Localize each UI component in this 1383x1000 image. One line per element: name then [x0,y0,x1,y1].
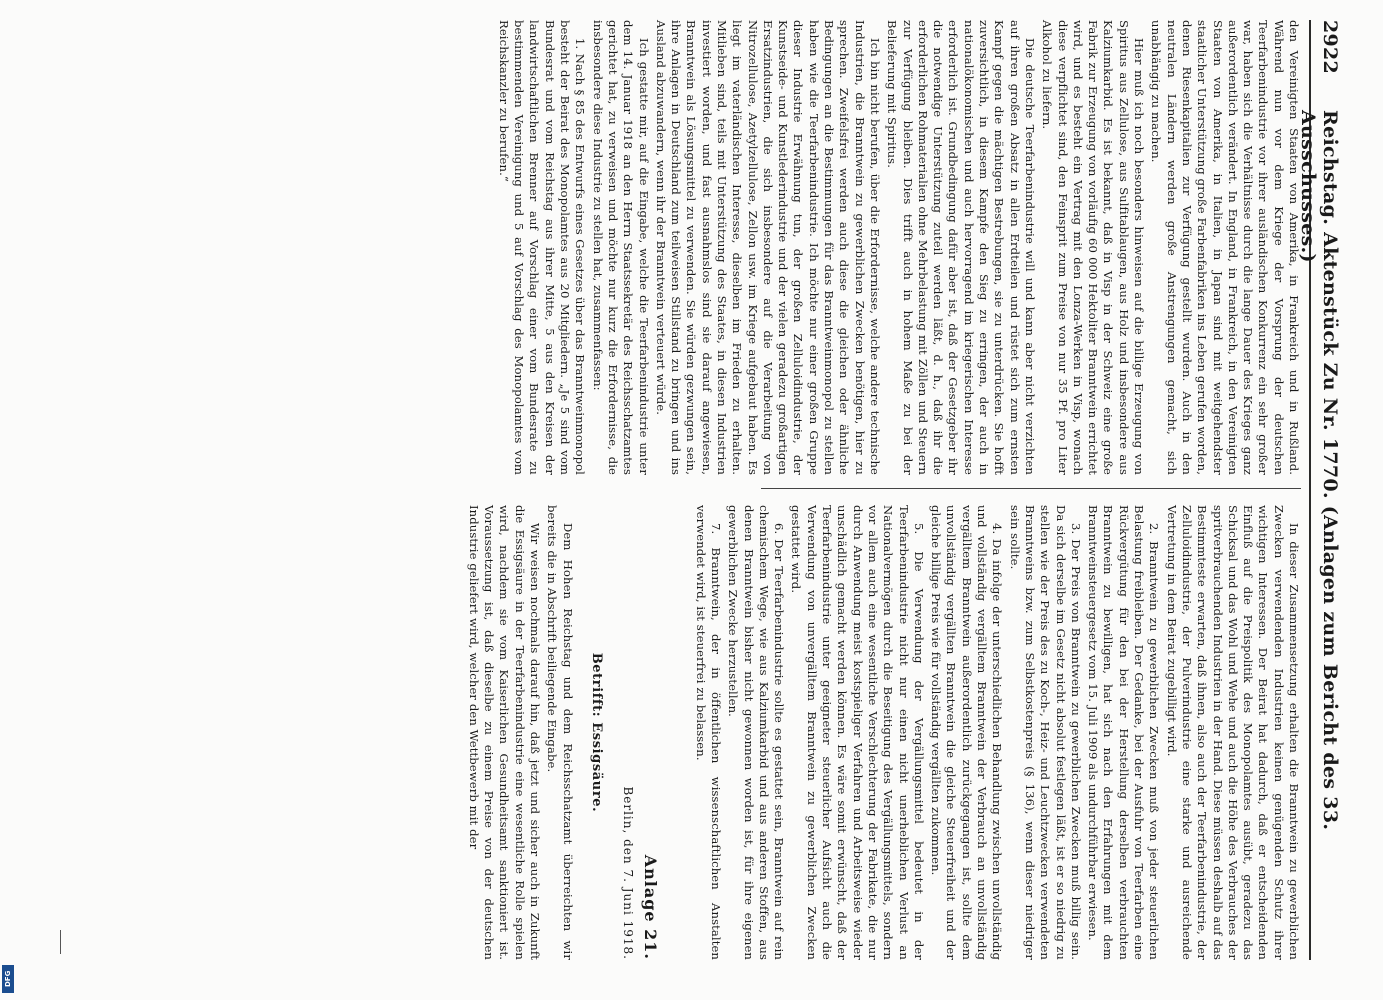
right-paragraph: 3. Der Preis von Branntwein zu gewerblichen Zwecken muß billig sein. Da sich derselbe im Gesetz nicht absolut festlegen läßt, ist er so niedrig zu stellen wie der Preis des zu Koch-, Heiz- und Leuchtzwecken verwendeten Branntweins bzw. zum Selbstkostenpreis (§ 136), wenn dieser niedriger sein sollte. [1007,505,1083,960]
right-paragraph: 2. Branntwein zu gewerblichen Zwecken muß von jeder steuerlichen Belastung freibleiben. Der Gedanke, bei der Ausfuhr von Teerfarben eine Rückvergütung für den bei der Herstellung derselben verbrauchten Branntwein zu bewilligen, hat sich nach den Erfahrungen mit dem Branntweinsteuergesetz vom 15. Juli 1909 als undurchführbar erwiesen. [1086,505,1162,960]
page-number: 2922 [1319,20,1341,75]
annex-title: Anlage 21. [641,854,661,960]
left-paragraph: den Vereinigten Staaten von Amerika, in Frankreich und in Rußland. Während nun vor dem Kriege der Vorsprung der deutschen Teerfarbenindustrie vor ihrer ausländischen Konkurrenz ein sehr großer war, haben sich die Verhältnisse durch die lange Dauer des Krieges ganz außerordentlich verändert. In England, in Frankreich, in den Vereinigten Staaten von Amerika, in Italien, in Japan sind mit weitgehendster staatlicher Unterstützung große Farbenfabriken ins Leben gerufen worden, denen Riesenkapitalien zur Verfügung gestellt wurden. Auch in den neutralen Ländern werden große Anstrengungen gemacht, sich unabhängig zu machen. [1149,20,1301,475]
left-paragraph: Ich bin nicht berufen, über die Erfordernisse, welche andere technische Industrien, die Branntwein zu gewerblichen Zwecken benötigen, hier zu sprechen. Zweifelsfrei werden auch diese die gleichen oder ähnliche Bedingungen an die Bestimmungen für das Branntweinmonopol zu stellen haben wie die Teerfarbenindustrie. Ich möchte nur einer großen Gruppe dieser Industrie Erwähnung tun, der großen Zelluloidindustrie, der Kunstseide- und Kunstlederindustrie und der vielen geradezu großartigen Ersatzindustrien, die sich insbesondere auf die Verarbeitung von Nitrozellulose, Azetylzellulose, Zellon usw. im Kriege aufgebaut haben. Es liegt im vaterländischen Interesse, dieselben im Frieden zu erhalten. Mitlieben sind, teils mit Unterstützung des Staates, in diesen Industrien investiert worden, und fast ausnahmslos sind sie darauf angewiesen, Branntwein als Lösungsmittel zu verwenden. Sie würden gezwungen sein, ihre Anlagen in Deutschland zum teilweisen Stillstand zu bringen und ins Ausland abzuwandern, wenn ihr der Branntwein verteuert würde. [653,20,882,475]
right-paragraph: 7. Branntwein, der in öffentlichen wissenschaftlichen Anstalten verwendet wird, ist steuerfrei zu belassen. [693,505,724,960]
dfg-logo [2,965,14,993]
right-paragraph: 5. Die Verwendung der Vergällungsmittel bedeutet in der Teerfarbenindustrie nicht nur einen nicht unerheblichen Verlust an Nationalvermögen durch die Beseitigung des Vergällungsmittels, sondern vor allem auch eine wesentliche Verschlechterung der Fabrikate, die nur durch Anwendung meist kostspieliger Verfahren und Arbeitsweise wieder unschädlich gemacht werden können. Es wäre somit erwünscht, daß der Teerfarbenindustrie unter geeigneter steuerlicher Aufsicht auch die Verwendung von unvergälltem Branntwein zu gewerblichen Zwecken gestattet wird. [789,505,926,960]
dfg-logo-label: DFG [4,970,12,988]
annex-dateline: Berlin, den 7. Juni 1918. [621,786,636,960]
left-column [45,20,1301,475]
digitization-credit [0,454,2,500]
annex-paragraph: Dem Hohen Reichstag und dem Reichsschatzamt überreichten wir bereits die in Abschrift beiliegende Eingabe. [545,505,575,960]
left-paragraph: Die deutsche Teerfarbenindustrie will und kann aber nicht verzichten auf ihren großen Absatz in allen Erdteilen und rüstet sich zum ernsten Kampf gegen die mächtigen Bestrebungen, sie zu unterdrücken. Sie hofft zuversichtlich, in diesem Kampfe den Sieg zu erringen, der auch in nationalökonomischen und auch hervorragend im kriegerischen Interesse erforderlich ist. Grundbedingung dafür aber ist, daß der Gesetzgeber ihr die notwendige Unterstützung zuteil werden läßt, d. h., daß ihr die erforderlichen Rohmaterialien ohne Mehrbelastung mit Zöllen und Steuern zur Verfügung bleiben. Dies trifft auch in hohem Maße zu bei der Belieferung mit Spiritus. [885,20,1037,475]
annex-paragraph: Wir weisen nochmals darauf hin, daß jetzt und sicher auch in Zukunft die Essigsäure in der Teerfarbenindustrie eine wesentliche Rolle spielen wird, nachdem sie vom Kaiserlichen Gesundheitsamt sanktioniert ist. Voraussetzung ist, daß dieselbe zu einem Preise von der deutschen Industrie geliefert wird, welcher den Wettbewerb mit der [466,505,542,960]
right-column [45,505,1301,960]
left-paragraph: 1. Nach § 85 des Entwurfs eines Gesetzes über das Branntweinmonopol besteht der Beirat des Monopolamtes aus 20 Mitgliedern. „Je 5 sind vom Bundesrat und vom Reichstag aus ihrer Mitte, 5 aus den Kreisen der landwirtschaftlichen Brenner auf Vorschlag einer vom Bundesrate zu bestimmenden Vereinigung und 5 auf Vorschlag des Monopolamtes vom Reichskanzler zu berufen.“ [496,20,588,475]
page-header [1297,20,1345,960]
right-paragraph: 6. Der Teerfarbenindustrie sollte es gestattet sein, Branntwein auf rein chemischem Wege, wie aus Kalziumkarbid und aus anderen Stoffen, aus denen Branntwein bisher nicht gewonnen worden ist, für ihre eigenen gewerblichen Zwecke herzustellen. [726,505,787,960]
right-paragraph: In dieser Zusammensetzung erhalten die Branntwein zu gewerblichen Zwecken verwendenden Industrien keinen genügenden Schutz ihrer wichtigen Interessen. Der Beirat hat dadurch, daß er entscheidenden Einfluß auf die Preispolitik des Monopolamtes ausübt, geradezu das Schicksal und das Wohl und Wehe und auch die Höhe des Verbrauches der spritverbrauchenden Industrien in der Hand. Diese müssen deshalb auf das Bestimmteste erwarten, daß ihnen, also auch der Teerfarbenindustrie, der Zelluloidindustrie, der Pulverindustrie eine starke und ausreichende Vertretung in dem Beirat zugebilligt wird. [1164,505,1301,960]
left-paragraph: Hier muß ich noch besonders hinweisen auf die billige Erzeugung von Spiritus aus Zellulose, aus Sulfitablaugen, aus Holz und insbesondere aus Kalziumkarbid. Es ist bekannt, daß in Visp in der Schweiz eine große Fabrik zur Erzeugung von vorläufig 60 000 Hektoliter Branntwein errichtet wird, und es besteht ein Vertrag mit den Lonza-Werken in Visp, wonach diese verpflichtet sind, den Feinsprit zum Preise von nur 35 Pf. pro Liter Alkohol zu liefern. [1040,20,1147,475]
left-paragraph: Ich gestatte mir, auf die Eingabe, welche die Teerfarbenindustrie unter dem 14. Januar 1918 an den Herrn Staatssekretär des Reichsschatzamtes gerichtet hat, zu verweisen und möchte nur kurz die Erfordernisse, die insbesondere diese Industrie zu stellen hat, zusammenfassen: [590,20,651,475]
right-paragraph: 4. Da infolge der unterschiedlichen Behandlung zwischen unvollständig und vollständig vergälltem Branntwein der Verbrauch an unvollständig vergälltem Branntwein außerordentlich zurückgegangen ist, sollte dem unvollständig vergällten Branntwein die gleiche Steuerfreiheit und der gleiche billige Preis wie für vollständig vergällten zukommen. [929,505,1005,960]
running-title: Reichstag. Aktenstück Zu Nr. 1770. (Anlagen zum Bericht des 33. Ausschusses.) [1297,110,1341,831]
annex-subject: Betrifft: Essigsäure. [588,652,604,813]
column-divider [761,488,1301,489]
rotated-document-page [45,20,1345,960]
